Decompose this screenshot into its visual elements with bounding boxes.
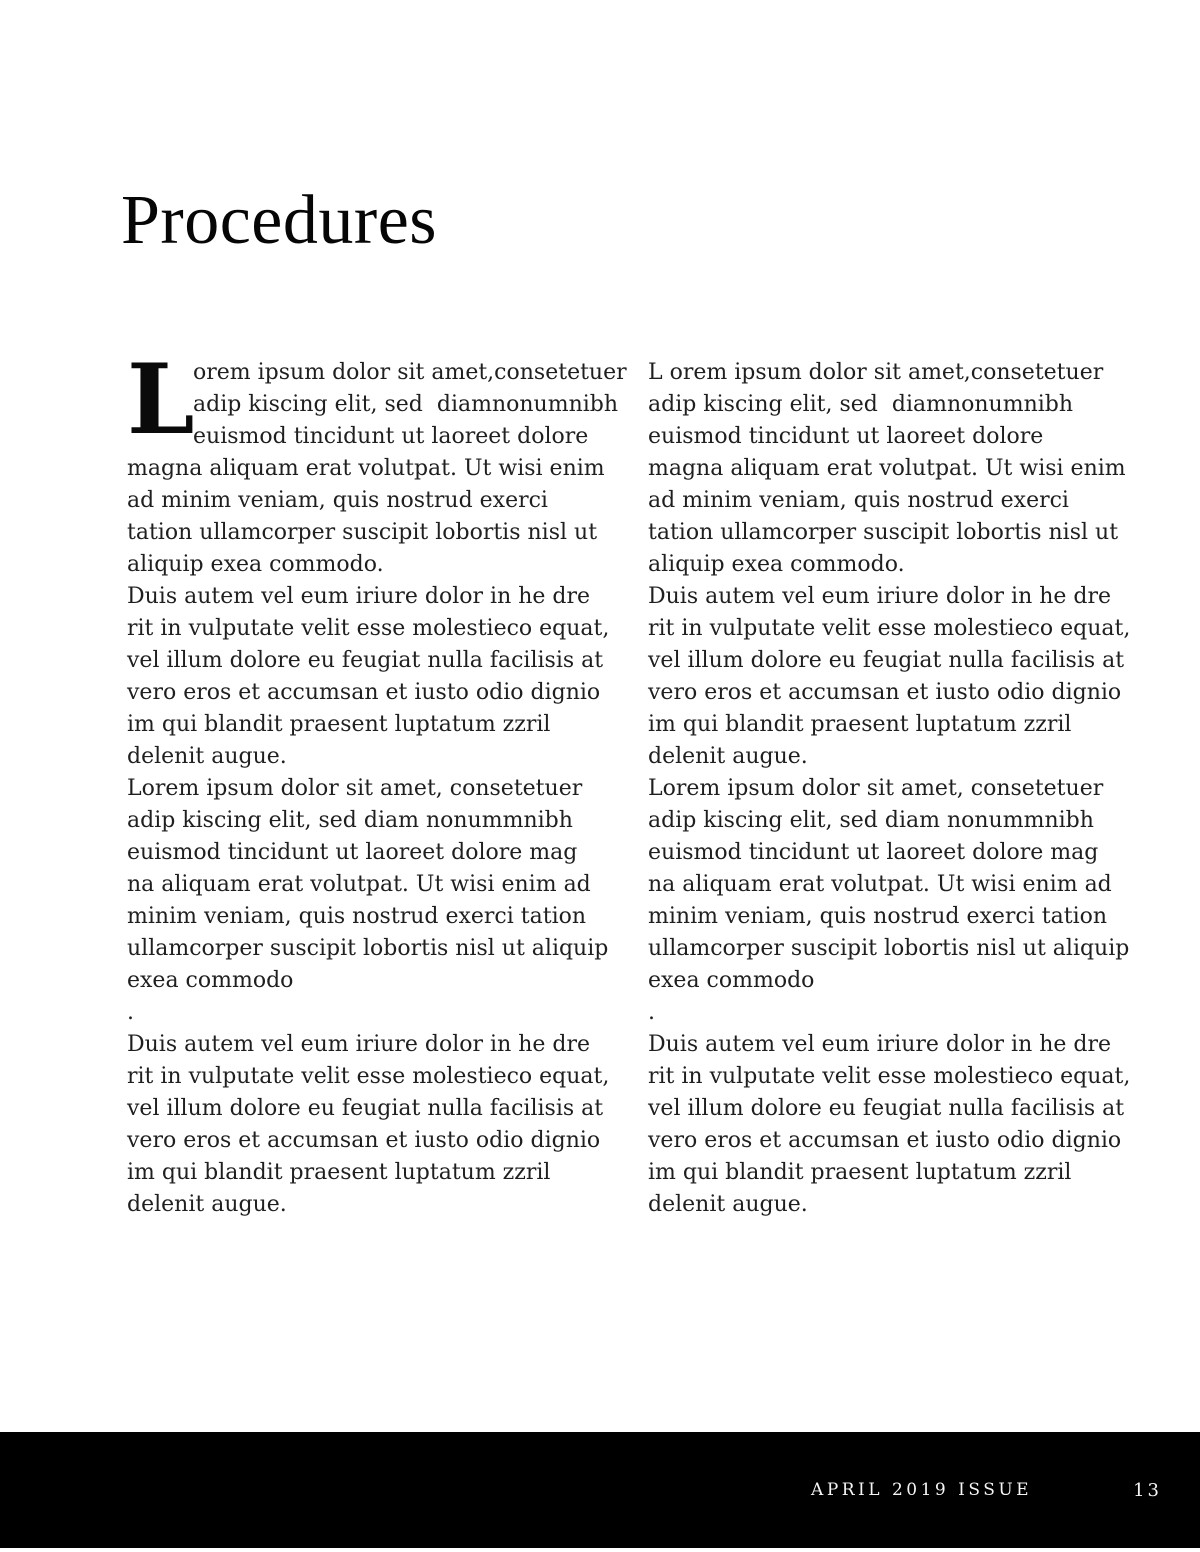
- text-line: vel illum dolore eu feugiat nulla facilisis at: [127, 648, 604, 673]
- text-line: delenit augue.: [127, 1192, 287, 1217]
- text-line: im qui blandit praesent luptatum zzril: [648, 1160, 1072, 1185]
- column-left-lines: [127, 343, 627, 1221]
- text-line: Lorem ipsum dolor sit amet, consetetuer: [127, 776, 583, 801]
- text-line: Duis autem vel eum iriure dolor in he dre: [648, 584, 1112, 609]
- text-line: adip kiscing elit, sed diam nonummnibh: [648, 808, 1094, 833]
- text-line: vero eros et accumsan et iusto odio dignio: [648, 1128, 1122, 1153]
- text-line: tation ullamcorper suscipit lobortis nisl ut: [127, 520, 598, 545]
- text-line: vel illum dolore eu feugiat nulla facilisis at: [127, 1096, 604, 1121]
- text-line: vel illum dolore eu feugiat nulla facilisis at: [648, 648, 1125, 673]
- text-line: exea commodo: [127, 968, 294, 993]
- text-line: exea commodo: [648, 968, 815, 993]
- text-line: ullamcorper suscipit lobortis nisl ut aliquip: [127, 936, 609, 961]
- text-line: ullamcorper suscipit lobortis nisl ut aliquip: [648, 936, 1130, 961]
- text-line: L orem ipsum dolor sit amet,consetetuer: [648, 360, 1104, 385]
- text-line: ad minim veniam, quis nostrud exerci: [648, 488, 1069, 513]
- text-line: .: [127, 1000, 134, 1025]
- text-line: vero eros et accumsan et iusto odio dignio: [127, 680, 601, 705]
- text-column-right: [648, 357, 1138, 1221]
- text-line: im qui blandit praesent luptatum zzril: [127, 712, 551, 737]
- text-line: vel illum dolore eu feugiat nulla facilisis at: [648, 1096, 1125, 1121]
- text-line: minim veniam, quis nostrud exerci tation: [648, 904, 1108, 929]
- text-line: tation ullamcorper suscipit lobortis nisl ut: [648, 520, 1119, 545]
- footer-issue-label: APRIL 2019 ISSUE: [811, 1480, 1033, 1500]
- column-right-lines: [648, 357, 1138, 1221]
- text-line: euismod tincidunt ut laoreet dolore mag: [127, 840, 578, 865]
- text-line: adip kiscing elit, sed diamnonumnibh: [193, 392, 619, 417]
- text-line: Duis autem vel eum iriure dolor in he dre: [648, 1032, 1112, 1057]
- text-line: na aliquam erat volutpat. Ut wisi enim ad: [127, 872, 591, 897]
- text-line: im qui blandit praesent luptatum zzril: [127, 1160, 551, 1185]
- text-line: na aliquam erat volutpat. Ut wisi enim ad: [648, 872, 1112, 897]
- text-line: delenit augue.: [648, 744, 808, 769]
- text-line: rit in vulputate velit esse molestieco equat,: [127, 616, 610, 641]
- footer-bar: [0, 1432, 1200, 1548]
- text-column-left: [127, 343, 627, 1221]
- text-line: vero eros et accumsan et iusto odio dignio: [648, 680, 1122, 705]
- text-line: adip kiscing elit, sed diamnonumnibh: [648, 392, 1074, 417]
- text-line: Duis autem vel eum iriure dolor in he dre: [127, 1032, 591, 1057]
- text-line: Duis autem vel eum iriure dolor in he dre: [127, 584, 591, 609]
- page-title: Procedures: [121, 182, 438, 259]
- footer-page-number: 13: [1133, 1479, 1162, 1501]
- text-line: magna aliquam erat volutpat. Ut wisi enim: [127, 456, 605, 481]
- text-line: euismod tincidunt ut laoreet dolore mag: [648, 840, 1099, 865]
- text-line: im qui blandit praesent luptatum zzril: [648, 712, 1072, 737]
- text-line: vero eros et accumsan et iusto odio dignio: [127, 1128, 601, 1153]
- text-line: euismod tincidunt ut laoreet dolore: [193, 424, 589, 449]
- text-line: Lorem ipsum dolor sit amet, consetetuer: [648, 776, 1104, 801]
- text-line: euismod tincidunt ut laoreet dolore: [648, 424, 1044, 449]
- text-line: orem ipsum dolor sit amet,consetetuer: [193, 360, 627, 385]
- text-line: aliquip exea commodo.: [127, 552, 384, 577]
- text-line: delenit augue.: [648, 1192, 808, 1217]
- text-line: rit in vulputate velit esse molestieco equat,: [127, 1064, 610, 1089]
- text-line: delenit augue.: [127, 744, 287, 769]
- text-line: minim veniam, quis nostrud exerci tation: [127, 904, 587, 929]
- text-line: rit in vulputate velit esse molestieco equat,: [648, 616, 1131, 641]
- text-line: aliquip exea commodo.: [648, 552, 905, 577]
- text-line: magna aliquam erat volutpat. Ut wisi enim: [648, 456, 1126, 481]
- text-line: ad minim veniam, quis nostrud exerci: [127, 488, 548, 513]
- dropcap-letter: L: [127, 343, 195, 456]
- text-line: rit in vulputate velit esse molestieco equat,: [648, 1064, 1131, 1089]
- text-line: adip kiscing elit, sed diam nonummnibh: [127, 808, 573, 833]
- text-line: .: [648, 1000, 655, 1025]
